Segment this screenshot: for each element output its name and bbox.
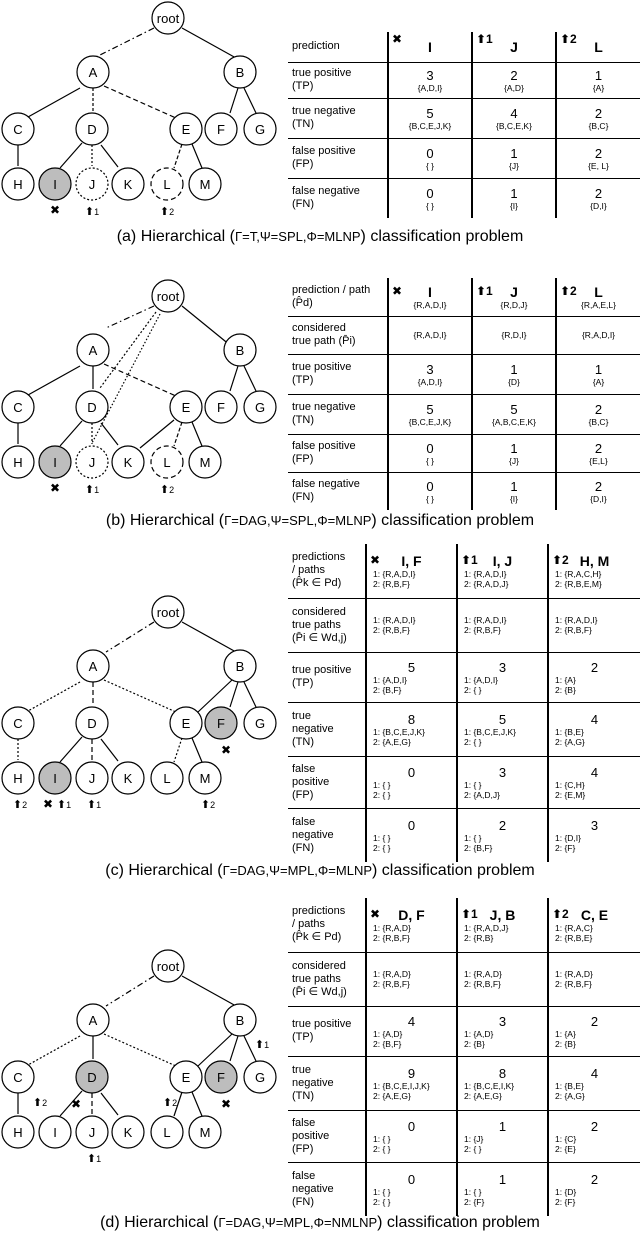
- node-label: K: [123, 177, 133, 192]
- metrics-table-b: prediction / path (P̂d) ✖ I {R,A,D,I} ⬆1 J {R,D,J} ⬆2 L {R,A,E,L} considered true path (P̄i) {R,A,D,I} {R,D,I} {R,A,D,I} true positive (TP) 3 {A,D,I} 1 {D} 1 {A} true negative (TN) 5 {B,C,E,J,K} 5 {A,B,C,E,K} 2 {B,C} false positive (FP) 0 { } 1 {J} 2 {E,L} false negative (FN) 0 { } 1 {I} 2 {D,I}: [288, 278, 640, 510]
- col-header: L: [594, 38, 603, 55]
- arrow-up-2-icon: ⬆2: [552, 906, 569, 921]
- node-label: L: [163, 771, 171, 786]
- arrow-up-icon: ⬆2: [159, 206, 175, 218]
- node-label: E: [181, 400, 191, 415]
- node-label: E: [181, 1070, 191, 1085]
- cross-icon: ✖: [49, 481, 61, 495]
- node-label: root: [156, 11, 180, 26]
- arrow-up-icon: ⬆1: [86, 1153, 102, 1165]
- node-label: L: [163, 177, 171, 192]
- panel-a: [0, 0, 640, 258]
- node-label: L: [163, 1125, 171, 1140]
- node-label: root: [156, 289, 180, 304]
- node-label: F: [217, 716, 225, 731]
- node-label: D: [87, 716, 97, 731]
- cross-icon: ✖: [392, 283, 403, 298]
- cross-icon: ✖: [42, 797, 54, 811]
- node-label: H: [13, 771, 23, 786]
- node-label: K: [123, 771, 133, 786]
- caption-c: (c) Hierarchical (Γ=DAG,Ψ=MPL,Φ=MLNP) classification problem: [105, 862, 535, 879]
- col-header: I: [428, 38, 432, 55]
- node-label: A: [88, 343, 98, 358]
- node-label: K: [123, 1125, 133, 1140]
- node-label: L: [163, 455, 171, 470]
- node-label: G: [254, 122, 266, 137]
- node-label: D: [87, 400, 97, 415]
- arrow-up-icon: ⬆1: [56, 799, 72, 811]
- tree-diagram-a: [0, 0, 280, 225]
- cross-icon: ✖: [370, 552, 381, 567]
- metrics-table-a: prediction ✖ I ⬆1 J ⬆2 L true positive (TP) 3 {A,D,I} 2 {A,D} 1 {A} true negative (TN) 5 {B,C,E,J,K} 4 {B,C,E,K} 2 {B,C} false positive (FP) 0 { } 1 {J} 2 {E, L} false negative (FN) 0 { } 1 {I} 2 {D,I}: [288, 32, 640, 218]
- node-label: H: [13, 455, 23, 470]
- arrow-up-icon: ⬆1: [84, 484, 100, 496]
- arrow-up-icon: ⬆2: [159, 484, 175, 496]
- arrow-up-2-icon: ⬆2: [560, 32, 577, 46]
- cross-icon: ✖: [370, 906, 381, 921]
- header-label: prediction: [288, 32, 388, 62]
- cross-icon: ✖: [70, 1097, 82, 1111]
- node-label: J: [88, 1125, 96, 1140]
- node-label: M: [199, 771, 211, 786]
- node-label: root: [156, 605, 180, 620]
- cross-icon: ✖: [220, 743, 232, 757]
- caption-b: (b) Hierarchical (Γ=DAG,Ψ=SPL,Φ=MLNP) classification problem: [105, 512, 535, 529]
- node-label: G: [254, 400, 266, 415]
- caption-a: (a) Hierarchical (Γ=T,Ψ=SPL,Φ=MLNP) classification problem: [116, 228, 524, 245]
- node-label: J: [88, 771, 96, 786]
- node-label: C: [13, 122, 23, 137]
- node-label: root: [156, 959, 180, 974]
- node-label: H: [13, 177, 23, 192]
- node-label: A: [88, 659, 98, 674]
- node-label: G: [254, 1070, 266, 1085]
- arrow-up-1-icon: ⬆1: [476, 32, 493, 46]
- panel-c: [0, 544, 640, 884]
- node-label: I: [53, 455, 57, 470]
- node-label: I: [53, 177, 57, 192]
- node-label: A: [88, 1013, 98, 1028]
- arrow-up-icon: ⬆2: [32, 1097, 48, 1109]
- node-label: C: [13, 400, 23, 415]
- arrow-up-icon: ⬆1: [86, 799, 102, 811]
- tree-diagram-d: [0, 948, 280, 1198]
- arrow-up-icon: ⬆2: [12, 799, 28, 811]
- arrow-up-1-icon: ⬆1: [461, 552, 478, 567]
- node-label: M: [199, 1125, 211, 1140]
- node-label: F: [217, 1070, 225, 1085]
- cross-icon: ✖: [392, 32, 403, 46]
- arrow-up-2-icon: ⬆2: [552, 552, 569, 567]
- node-label: B: [235, 65, 245, 80]
- panel-b: [0, 278, 640, 536]
- node-label: E: [181, 716, 191, 731]
- arrow-up-2-icon: ⬆2: [560, 283, 577, 298]
- node-label: I: [53, 771, 57, 786]
- arrow-up-1-icon: ⬆1: [476, 283, 493, 298]
- node-label: C: [13, 716, 23, 731]
- node-label: H: [13, 1125, 23, 1140]
- arrow-up-icon: ⬆1: [254, 1039, 270, 1051]
- node-label: B: [235, 659, 245, 674]
- arrow-up-1-icon: ⬆1: [461, 906, 478, 921]
- cross-icon: ✖: [49, 203, 61, 217]
- node-label: G: [254, 716, 266, 731]
- node-label: A: [88, 65, 98, 80]
- caption-d: (d) Hierarchical (Γ=DAG,Ψ=MPL,Φ=NMLNP) classification problem: [100, 1214, 540, 1231]
- node-label: M: [199, 455, 211, 470]
- arrow-up-icon: ⬆2: [200, 799, 216, 811]
- col-header: J: [510, 38, 518, 55]
- node-label: J: [88, 177, 96, 192]
- node-label: I: [53, 1125, 57, 1140]
- node-label: B: [235, 1013, 245, 1028]
- node-label: F: [217, 400, 225, 415]
- node-label: D: [87, 1070, 97, 1085]
- node-label: J: [88, 455, 96, 470]
- node-label: C: [13, 1070, 23, 1085]
- panel-d: [0, 898, 640, 1238]
- tree-diagram-c: [0, 594, 280, 844]
- tree-diagram-b: [0, 278, 280, 503]
- arrow-up-icon: ⬆2: [162, 1097, 178, 1109]
- node-label: F: [217, 122, 225, 137]
- node-label: D: [87, 122, 97, 137]
- metrics-table-c: predictions / paths (P̂k ∈ Pd) ✖ I, F 1: {R,A,D,I} 2: {R,B,F} ⬆1 I, J 1: {R,A,D,I} 2: {R,A,D,J} ⬆2 H, M 1: {R,A,C,H} 2: {R,B,E,M} considered true paths (P̄i ∈ Wd,j) 1: {R,A,D,I} 2: {R,B,F} 1: {R,A,D,I} 2: {R,B,F} 1: {R,A,D,I} 2: {R,B,F} true positive (TP) 5 1: {A,D,I} 2: {B,F} 3 1: {A,D,I} 2: { } 2 1: {A} 2: {B} true negative (TN) 8 1: {B,C,E,J,K} 2: {A,E,G} 5 1: {B,C,E,J,K} 2: { } 4 1: {B,E} 2: {A,G} false positive (FP) 0 1: { } 2: { } 3 1: { } 2: {A,D,J} 4 1: {C,H} 2: {E,M} false negative (FN) 0 1: { } 2: { } 2 1: { } 2: {B,F} 3 1: {D,I} 2: {F}: [288, 544, 640, 862]
- node-label: B: [235, 343, 245, 358]
- arrow-up-icon: ⬆1: [84, 206, 100, 218]
- cross-icon: ✖: [220, 1097, 232, 1111]
- node-label: M: [199, 177, 211, 192]
- node-label: K: [123, 455, 133, 470]
- metrics-table-d: predictions / paths (P̂k ∈ Pd) ✖ D, F 1: {R,A,D} 2: {R,B,F} ⬆1 J, B 1: {R,A,D,J} 2: {R,B} ⬆2 C, E 1: {R,A,C} 2: {R,B,E} considered true paths (P̄i ∈ Wd,j) 1: {R,A,D} 2: {R,B,F} 1: {R,A,D} 2: {R,B,F} 1: {R,A,D} 2: {R,B,F} true positive (TP) 4 1: {A,D} 2: {B,F} 3 1: {A,D} 2: {B} 2 1: {A} 2: {B} true negative (TN) 9 1: {B,C,E,I,J,K} 2: {A,E,G} 8 1: {B,C,E,I,K} 2: {A,E,G} 4 1: {B,E} 2: {A,G} false positive (FP) 0 1: { } 2: { } 1 1: {J} 2: { } 2 1: {C} 2: {E} false negative (FN) 0 1: { } 2: { } 1 1: { } 2: {F} 2 1: {D} 2: {F}: [288, 898, 640, 1216]
- node-label: E: [181, 122, 191, 137]
